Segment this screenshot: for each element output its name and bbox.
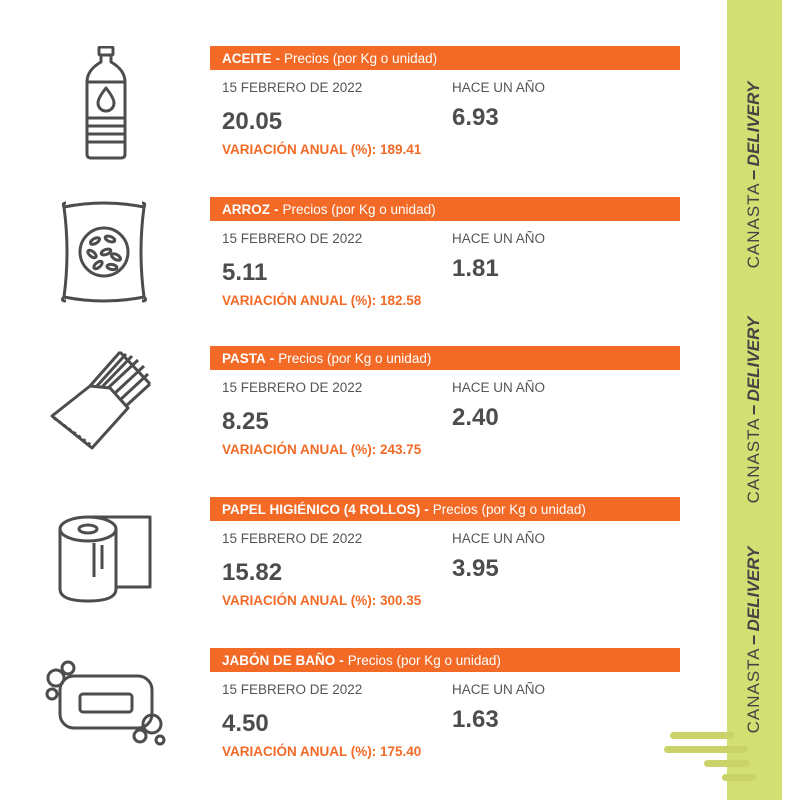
- previous-price: 2.40: [452, 404, 499, 431]
- product-header: PAPEL HIGIÉNICO (4 ROLLOS) - Precios (por Kg o unidad): [210, 497, 680, 521]
- previous-label: HACE UN AÑO: [452, 80, 546, 95]
- product-row-arroz: [0, 197, 700, 327]
- product-row-pasta: [0, 346, 700, 476]
- previous-price: 1.63: [452, 706, 499, 733]
- date-label: 15 FEBRERO DE 2022: [222, 682, 363, 697]
- toilet-paper-icon: [40, 497, 170, 622]
- previous-price: 6.93: [452, 104, 499, 131]
- previous-label: HACE UN AÑO: [452, 231, 546, 246]
- rice-bag-icon: [40, 197, 170, 322]
- current-price: 5.11: [222, 259, 268, 286]
- previous-label: HACE UN AÑO: [452, 531, 546, 546]
- product-row-jabon: [0, 648, 700, 778]
- product-header: JABÓN DE BAÑO - Precios (por Kg o unidad): [210, 648, 680, 672]
- annual-variation: VARIACIÓN ANUAL (%): 182.58: [222, 293, 422, 308]
- previous-label: HACE UN AÑO: [452, 380, 546, 395]
- soap-bar-icon: [40, 648, 170, 773]
- product-header: ACEITE - Precios (por Kg o unidad): [210, 46, 680, 70]
- current-price: 15.82: [222, 559, 283, 586]
- current-price: 4.50: [222, 710, 269, 737]
- current-price: 8.25: [222, 408, 269, 435]
- previous-price: 3.95: [452, 555, 499, 582]
- product-header: ARROZ - Precios (por Kg o unidad): [210, 197, 680, 221]
- annual-variation: VARIACIÓN ANUAL (%): 300.35: [222, 593, 422, 608]
- date-label: 15 FEBRERO DE 2022: [222, 380, 363, 395]
- previous-price: 1.81: [452, 255, 499, 282]
- date-label: 15 FEBRERO DE 2022: [222, 531, 363, 546]
- date-label: 15 FEBRERO DE 2022: [222, 80, 363, 95]
- product-header: PASTA - Precios (por Kg o unidad): [210, 346, 680, 370]
- annual-variation: VARIACIÓN ANUAL (%): 243.75: [222, 442, 422, 457]
- annual-variation: VARIACIÓN ANUAL (%): 189.41: [222, 142, 422, 157]
- date-label: 15 FEBRERO DE 2022: [222, 231, 363, 246]
- product-row-papel-higienico: [0, 497, 700, 627]
- pasta-icon: [40, 346, 170, 471]
- oil-bottle-icon: [40, 46, 170, 171]
- annual-variation: VARIACIÓN ANUAL (%): 175.40: [222, 744, 422, 759]
- product-row-aceite: [0, 46, 700, 176]
- previous-label: HACE UN AÑO: [452, 682, 546, 697]
- current-price: 20.05: [222, 108, 283, 135]
